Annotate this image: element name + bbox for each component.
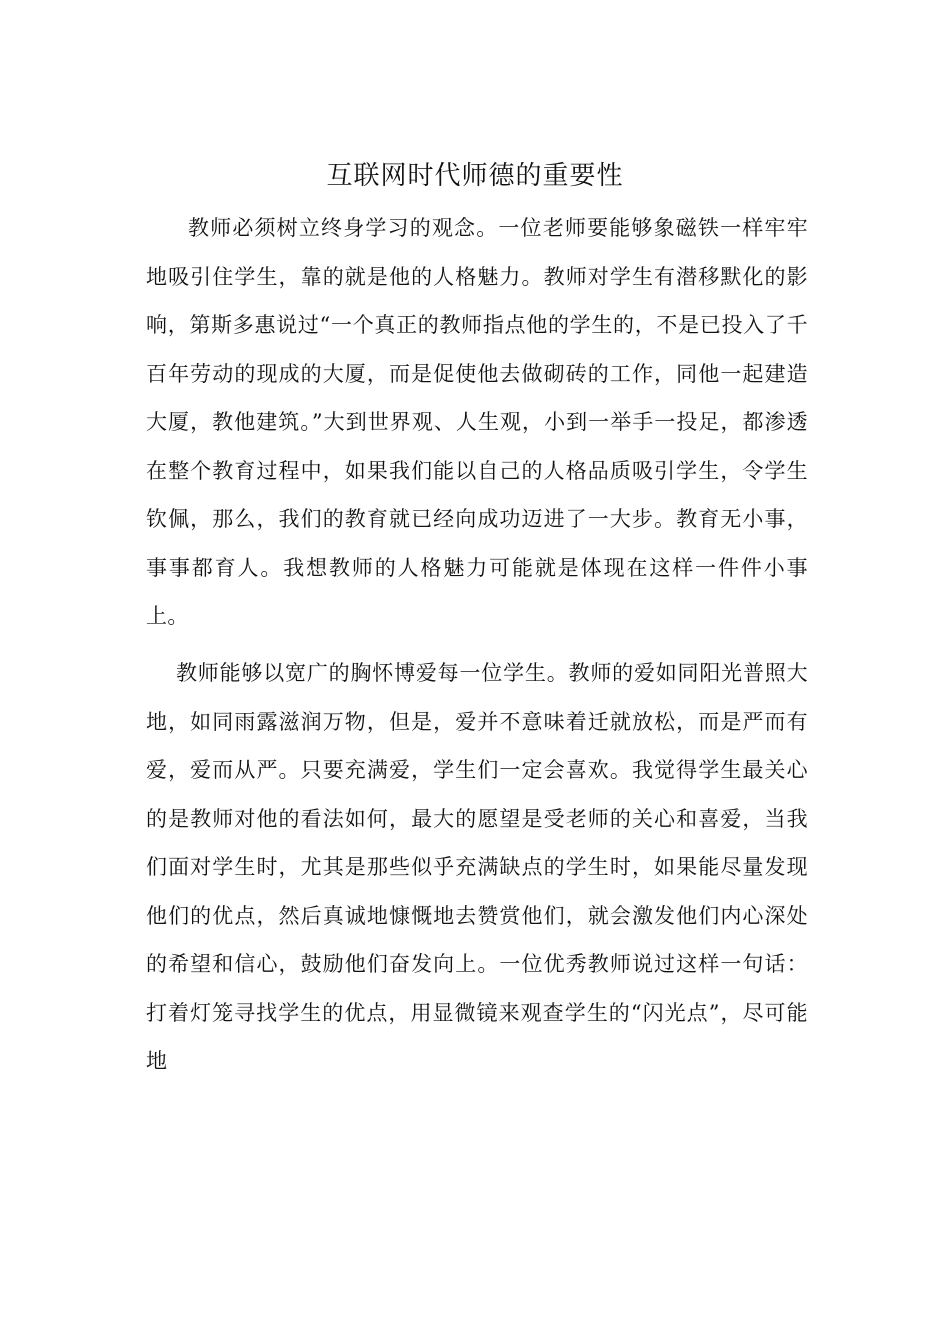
paragraph-love-students: 教师能够以宽广的胸怀博爱每一位学生。教师的爱如同阳光普照大地，如同雨露滋润万物，但是，爱并不意味着迁就放松，而是严而有爱，爱而从严。只要充满爱，学生们一定会喜欢。我觉得学生最关心的是教师对他的看法如何，最大的愿望是受老师的关心和喜爱，当我们面对学生时，尤其是那些似乎充满缺点的学生时，如果能尽量发现他们的优点，然后真诚地慷慨地去赞赏他们，就会激发他们内心深处的希望和信心，鼓励他们奋发向上。一位优秀教师说过这样一句话：打着灯笼寻找学生的优点，用显微镜来观查学生的“闪光点”，尽可能地 bbox=[146, 661, 808, 1073]
paragraph-lifelong-learning: 教师必须树立终身学习的观念。一位老师要能够象磁铁一样牢牢地吸引住学生，靠的就是他的人格魅力。教师对学生有潜移默化的影响，第斯多惠说过“一个真正的教师指点他的学生的，不是已投入了千百年劳动的现成的大厦，而是促使他去做砌砖的工作，同他一起建造大厦，教他建筑。”大到世界观、人生观，小到一举手一投足，都渗透在整个教育过程中，如果我们能以自己的人格品质吸引学生，令学生钦佩，那么，我们的教育就已经向成功迈进了一大步。教育无小事，事事都育人。我想教师的人格魅力可能就是体现在这样一件件小事上。 bbox=[146, 216, 808, 628]
document-title: 互联网时代师德的重要性 bbox=[326, 161, 624, 191]
